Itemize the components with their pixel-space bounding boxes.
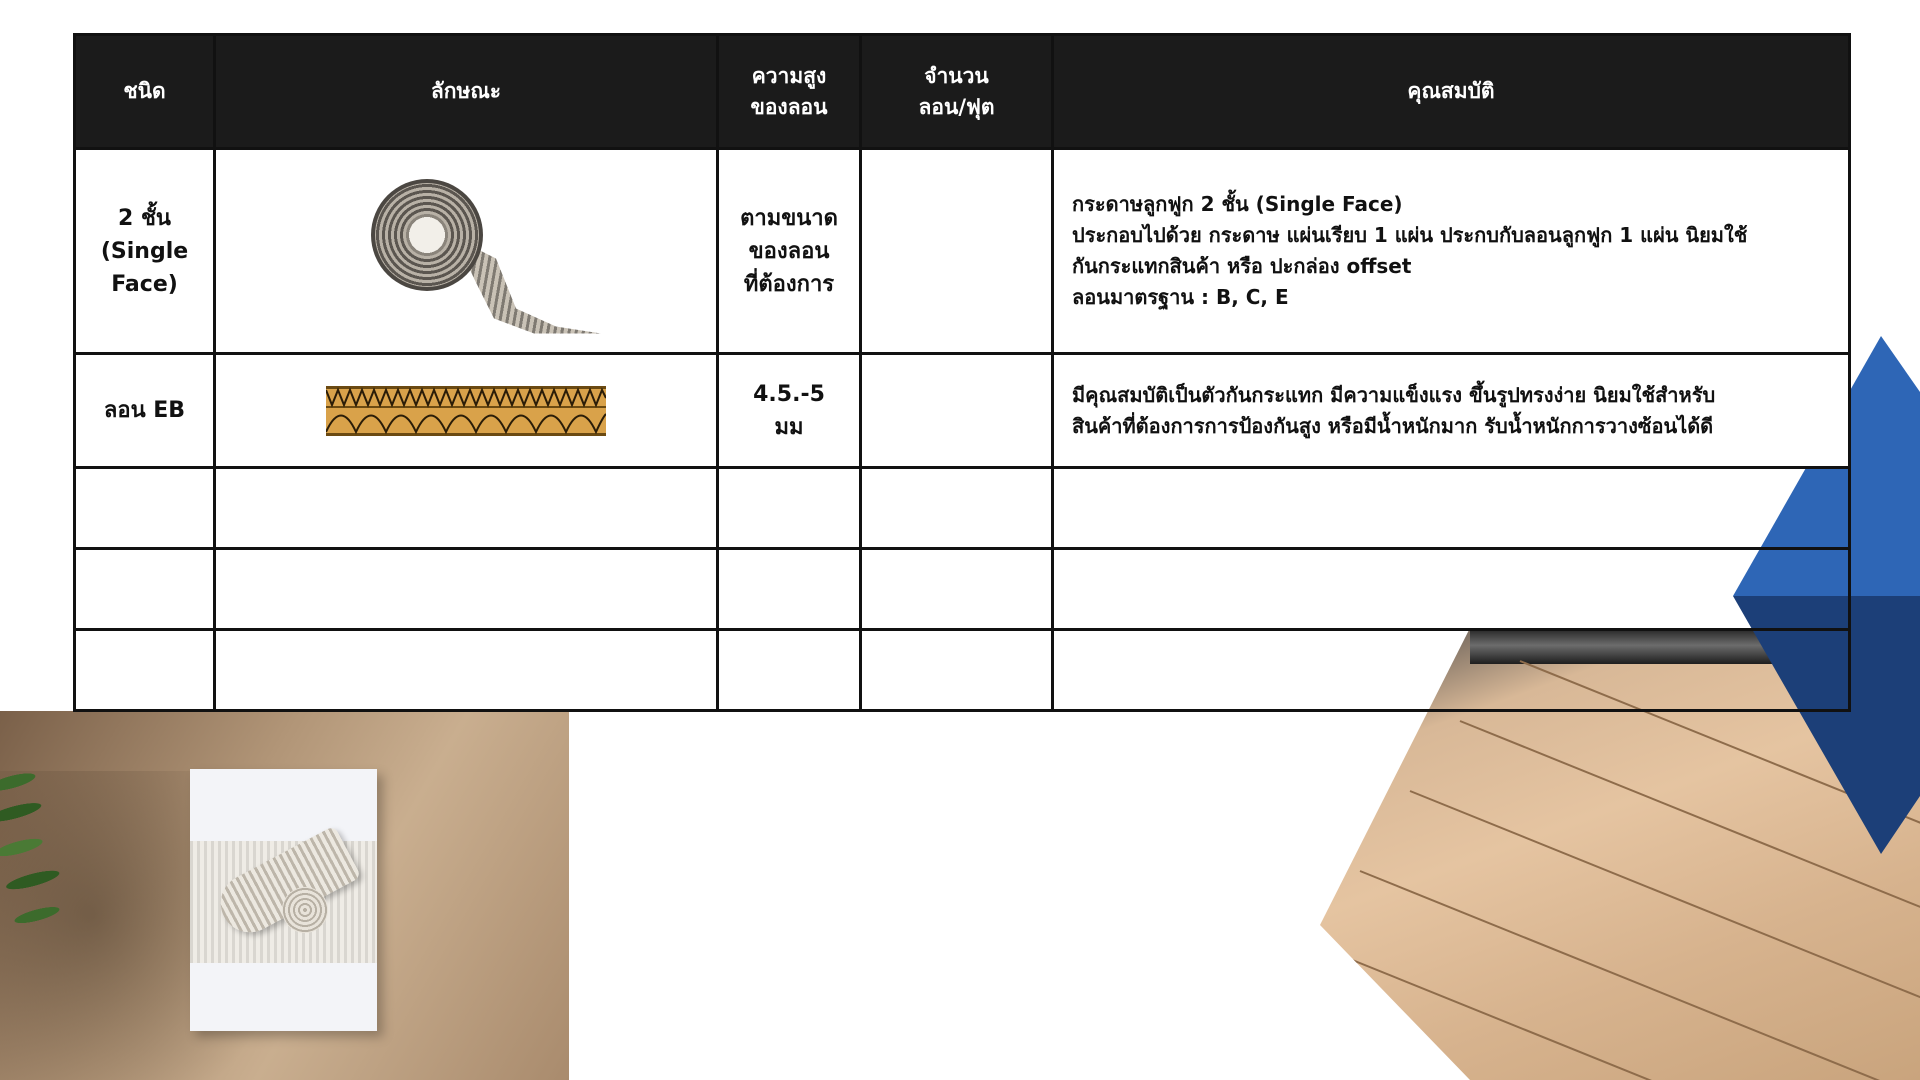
cell-flutes-per-foot: [861, 149, 1053, 354]
cell-type: [75, 354, 215, 468]
header-flutes-per-foot-line2: ลอน/ฟุต: [918, 94, 995, 119]
properties-line: กันกระแทกสินค้า หรือ ปะกล่อง offset: [1072, 254, 1412, 278]
type-line: Face): [111, 271, 178, 297]
flute-spec-table: [73, 33, 1851, 712]
cell-properties: [1053, 149, 1850, 354]
flute-spec-table-container: [73, 33, 1851, 712]
cell-appearance: [215, 149, 718, 354]
empty-cell: [1053, 468, 1850, 549]
cell-flute-height: [718, 354, 861, 468]
paper-card: [190, 769, 377, 1031]
cell-flute-height: [718, 149, 861, 354]
roll-end: [282, 887, 328, 933]
height-line: มม: [774, 414, 804, 440]
roll-coil: [371, 179, 483, 291]
empty-cell: [1053, 549, 1850, 630]
table-row: [75, 354, 1850, 468]
double-flute-cross-section-icon: [326, 386, 606, 436]
empty-cell: [215, 630, 718, 711]
empty-table-row: [75, 468, 1850, 549]
height-line: ที่ต้องการ: [743, 271, 835, 297]
properties-line: มีคุณสมบัติเป็นตัวกันกระแทก มีความแข็งแรง ขึ้นรูปทรงง่าย นิยมใช้สำหรับ: [1072, 382, 1716, 407]
header-flutes-per-foot: [861, 35, 1053, 149]
header-type-label: ชนิด: [123, 79, 166, 103]
properties-line: สินค้าที่ต้องการการป้องกันสูง หรือมีน้ำหนักมาก รับน้ำหนักการวางซ้อนได้ดี: [1072, 413, 1714, 438]
empty-cell: [75, 468, 215, 549]
type-line: ลอน EB: [103, 398, 186, 423]
height-line: 4.5.-5: [753, 381, 825, 407]
empty-cell: [861, 549, 1053, 630]
properties-line: ประกอบไปด้วย กระดาษ แผ่นเรียบ 1 แผ่น ประกบกับลอนลูกฟูก 1 แผ่น นิยมใช้: [1072, 223, 1748, 247]
empty-cell: [215, 549, 718, 630]
cell-type: [75, 149, 215, 354]
empty-cell: [1053, 630, 1850, 711]
empty-cell: [861, 468, 1053, 549]
header-properties-label: คุณสมบัติ: [1407, 79, 1495, 103]
properties-line: ลอนมาตรฐาน : B, C, E: [1072, 285, 1289, 309]
corrugated-roll-icon: [331, 169, 601, 334]
height-line: ตามขนาด: [740, 205, 838, 231]
type-line: 2 ชั้น: [118, 205, 171, 231]
table-row: [75, 149, 1850, 354]
header-type: [75, 35, 215, 149]
cell-flutes-per-foot: [861, 354, 1053, 468]
properties-line: กระดาษลูกฟูก 2 ชั้น (Single Face): [1072, 192, 1403, 216]
header-flute-height: [718, 35, 861, 149]
empty-cell: [215, 468, 718, 549]
empty-cell: [75, 549, 215, 630]
empty-cell: [718, 468, 861, 549]
table-header-row: [75, 35, 1850, 149]
header-appearance-label: ลักษณะ: [430, 79, 502, 103]
header-flute-height-line2: ของลอน: [750, 94, 828, 119]
empty-cell: [718, 549, 861, 630]
cell-appearance: [215, 354, 718, 468]
header-flutes-per-foot-line1: จำนวน: [924, 63, 989, 88]
empty-table-row: [75, 630, 1850, 711]
sheet-edge: [1360, 870, 1920, 1080]
height-line: ของลอน: [748, 238, 830, 264]
header-appearance: [215, 35, 718, 149]
type-line: (Single: [100, 238, 189, 264]
empty-cell: [75, 630, 215, 711]
empty-cell: [718, 630, 861, 711]
header-properties: [1053, 35, 1850, 149]
cell-properties: [1053, 354, 1850, 468]
empty-table-row: [75, 549, 1850, 630]
empty-cell: [861, 630, 1053, 711]
corrugated-sheet-photo: [0, 711, 569, 1080]
header-flute-height-line1: ความสูง: [751, 63, 827, 88]
